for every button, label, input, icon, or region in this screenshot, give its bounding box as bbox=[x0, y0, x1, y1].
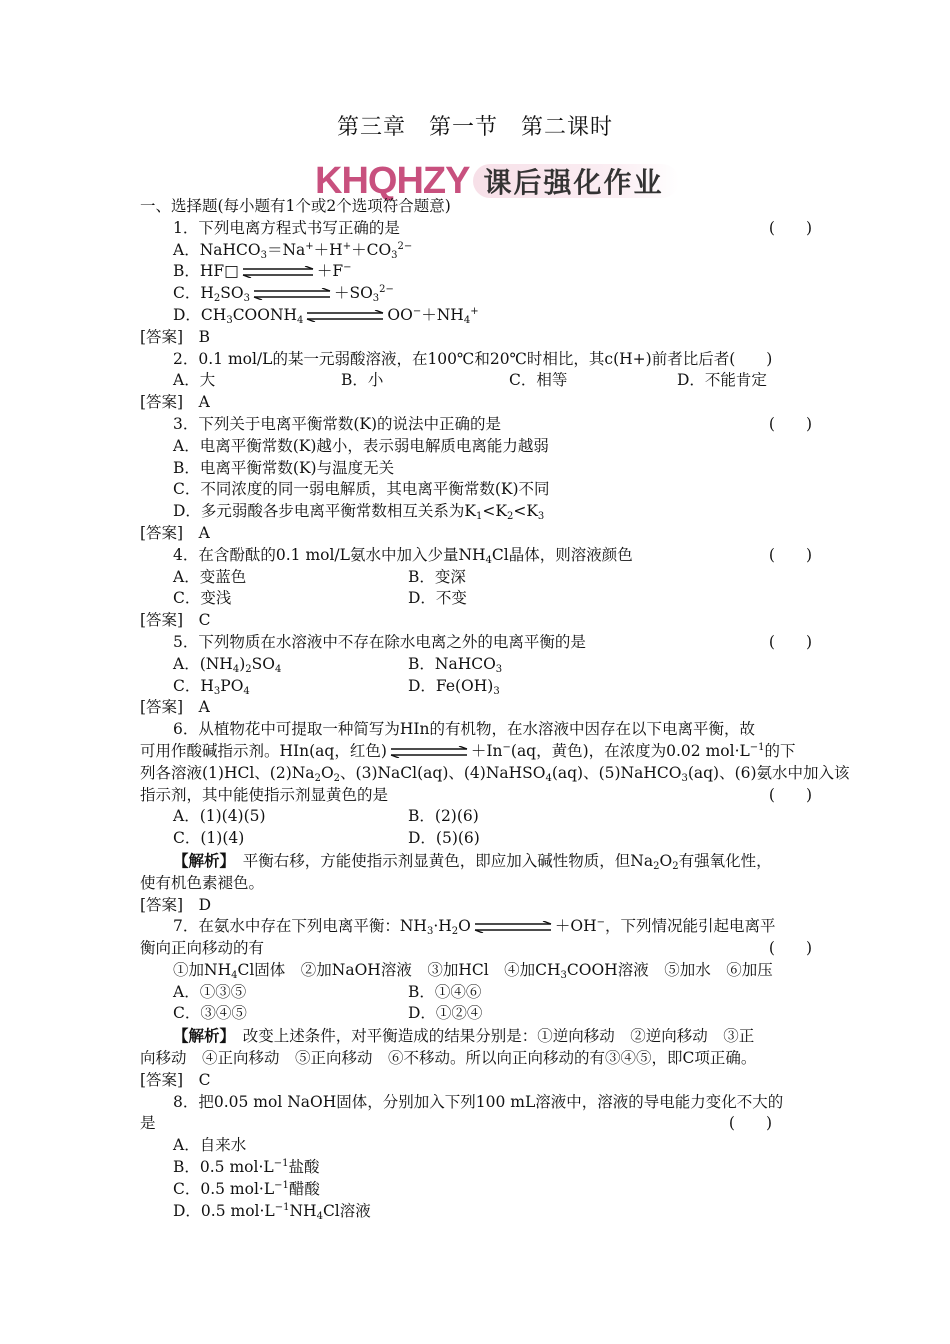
q6-stem-line2: 可用作酸碱指示剂。HIn(aq，红色) ＋In−(aq，黄色)，在浓度为0.02 $mol\cdot L^{-1}$的下 bbox=[140, 741, 796, 760]
equilibrium-arrow-icon bbox=[473, 921, 553, 933]
q8-option-d: D．0.5 $mol\cdot L^{-1}NH_4Cl$溶液 bbox=[173, 1201, 371, 1222]
equilibrium-arrow-icon bbox=[241, 266, 315, 278]
q6-stem-line3: 列各溶液(1)HCl、$(2)Na_2O_2$、(3)NaCl(aq)、(4)NaHSO$_4$(aq)、(5)NaHCO$_3$(aq)、(6)氨水中加入该 bbox=[140, 763, 850, 784]
banner-logo: KHQHZY bbox=[315, 160, 470, 202]
q8-stem-line1: 8．把0.05 mol NaOH固体，分别加入下列100 mL溶液中，溶液的导电能力变化不大的 bbox=[173, 1092, 784, 1111]
q1-answer: [答案] B bbox=[140, 327, 211, 346]
q1-stem: 1．下列电离方程式书写正确的是 ( ) bbox=[140, 218, 812, 240]
answer-paren: ( ) bbox=[768, 414, 812, 433]
page-title: 第三章 第一节 第二课时 bbox=[336, 115, 613, 140]
q3-answer: [答案] A bbox=[140, 523, 210, 542]
q1-option-d: D．$CH_3COONH_4$ $OO^-+NH_4^+$ bbox=[173, 305, 479, 326]
q4-answer: [答案] C bbox=[140, 611, 211, 630]
q7-conditions: ①加$NH_4Cl$固体 ②加NaOH溶液 ③加HCl ④加$CH_3COOH$溶液 ⑤加水 ⑥加压 bbox=[173, 960, 773, 981]
answer-paren: ( ) bbox=[728, 1114, 772, 1133]
q1-option-a: A．$NaHCO_3=Na^++H^++CO_3^{2-}$ bbox=[173, 240, 413, 261]
q8-option-b: B．0.5 $mol\cdot L^{-1}$盐酸 bbox=[173, 1158, 320, 1177]
q7-options-cd: C．③④⑤ D．①②④ bbox=[173, 1004, 483, 1023]
q3-option-a: A．电离平衡常数(K)越小，表示弱电解质电离能力越弱 bbox=[173, 436, 549, 455]
q6-analysis-line1: 【解析】 平衡右移，方能使指示剂显黄色，即应加入碱性物质，但$Na_2O_2$有强氧化性， bbox=[173, 850, 772, 872]
document-body bbox=[140, 196, 850, 1222]
q7-answer: [答案] C bbox=[140, 1070, 211, 1089]
q7-stem-line1: 7．在氨水中存在下列电离平衡：$NH_3\cdot H_2O +OH^-$，下列情况能引起电离平 bbox=[173, 917, 776, 938]
equilibrium-arrow-icon bbox=[389, 746, 469, 758]
q6-options-ab: A．(1)(4)(5) B．(2)(6) bbox=[173, 807, 479, 826]
q4-options-ab: A．变蓝色 B．变深 bbox=[173, 567, 466, 586]
q5-options-cd: C．$H_3PO_4$ D．$Fe(OH)_3$ bbox=[173, 676, 500, 697]
banner-tag: 课后强化作业 bbox=[483, 166, 664, 199]
q7-options-ab: A．①③⑤ B．①④⑥ bbox=[173, 982, 482, 1001]
q2-options: A．大 B．小 C．相等 D．不能肯定 bbox=[173, 371, 767, 390]
q6-options-cd: C．(1)(4) D．(5)(6) bbox=[173, 829, 480, 848]
q5-answer: [答案] A bbox=[140, 698, 210, 717]
q4-stem: 4．在含酚酞的0.1 mol/L氨水中加入少量$NH_4Cl$晶体，则溶液颜色 ( ) bbox=[173, 545, 812, 566]
answer-paren: ( ) bbox=[768, 545, 812, 564]
q3-option-c: C．不同浓度的同一弱电解质，其电离平衡常数(K)不同 bbox=[173, 480, 550, 499]
q5-stem: 5．下列物质在水溶液中不存在除水电离之外的电离平衡的是 ( ) bbox=[140, 632, 812, 654]
equilibrium-arrow-icon bbox=[305, 310, 385, 322]
answer-paren: ( ) bbox=[768, 632, 812, 651]
section-heading: 一、选择题(每小题有1个或2个选项符合题意) bbox=[140, 197, 451, 215]
q3-option-d: D．多元弱酸各步电离平衡常数相互关系为$K_1<K_2<K_3$ bbox=[173, 502, 545, 523]
q2-answer: [答案] A bbox=[140, 393, 210, 412]
q5-options-ab: A．$(NH_4)_2SO_4$ B．NaHCO$_3$ bbox=[173, 654, 503, 675]
equilibrium-arrow-icon bbox=[252, 288, 332, 300]
banner-tag-box bbox=[473, 164, 679, 198]
q6-answer: [答案] D bbox=[140, 895, 212, 914]
q7-analysis-line1: 【解析】 改变上述条件，对平衡造成的结果分别是：①逆向移动 ②逆向移动 ③正 bbox=[173, 1026, 755, 1046]
q6-stem-line1: 6．从植物花中可提取一种简写为HIn的有机物，在水溶液中因存在以下电离平衡，故 bbox=[173, 720, 755, 739]
answer-paren: ( ) bbox=[768, 785, 812, 804]
q1-option-c: C．$H_2SO_3 +SO_3^{2-}$ bbox=[173, 284, 394, 305]
q3-option-b: B．电离平衡常数(K)与温度无关 bbox=[173, 458, 395, 477]
q3-stem: 3．下列关于电离平衡常数(K)的说法中正确的是 ( ) bbox=[140, 414, 812, 436]
answer-paren: ( ) bbox=[768, 218, 812, 237]
q4-options-cd: C．变浅 D．不变 bbox=[173, 589, 467, 608]
q6-analysis-line2: 使有机色素褪色。 bbox=[140, 873, 265, 892]
q1-option-b: B．HF□ ＋F− bbox=[173, 262, 352, 281]
q2-stem: 2．0.1 mol/L的某一元弱酸溶液，在100℃和20℃时相比，其c(H+)前者比后者( ) bbox=[173, 349, 773, 368]
q8-option-c: C．0.5 $mol\cdot L^{-1}$醋酸 bbox=[173, 1179, 320, 1198]
answer-paren: ( ) bbox=[768, 939, 812, 958]
q7-stem-line2: 衡向正向移动的有 ( ) bbox=[140, 938, 812, 960]
q6-stem-line4: 指示剂，其中能使指示剂显黄色的是 ( ) bbox=[140, 785, 812, 807]
q8-option-a: A．自来水 bbox=[173, 1136, 247, 1155]
q8-stem-line2: 是 ( ) bbox=[140, 1113, 812, 1135]
q7-analysis-line2: 向移动 ④正向移动 ⑤正向移动 ⑥不移动。所以向正向移动的有③④⑤，即C项正确。 bbox=[140, 1049, 757, 1068]
